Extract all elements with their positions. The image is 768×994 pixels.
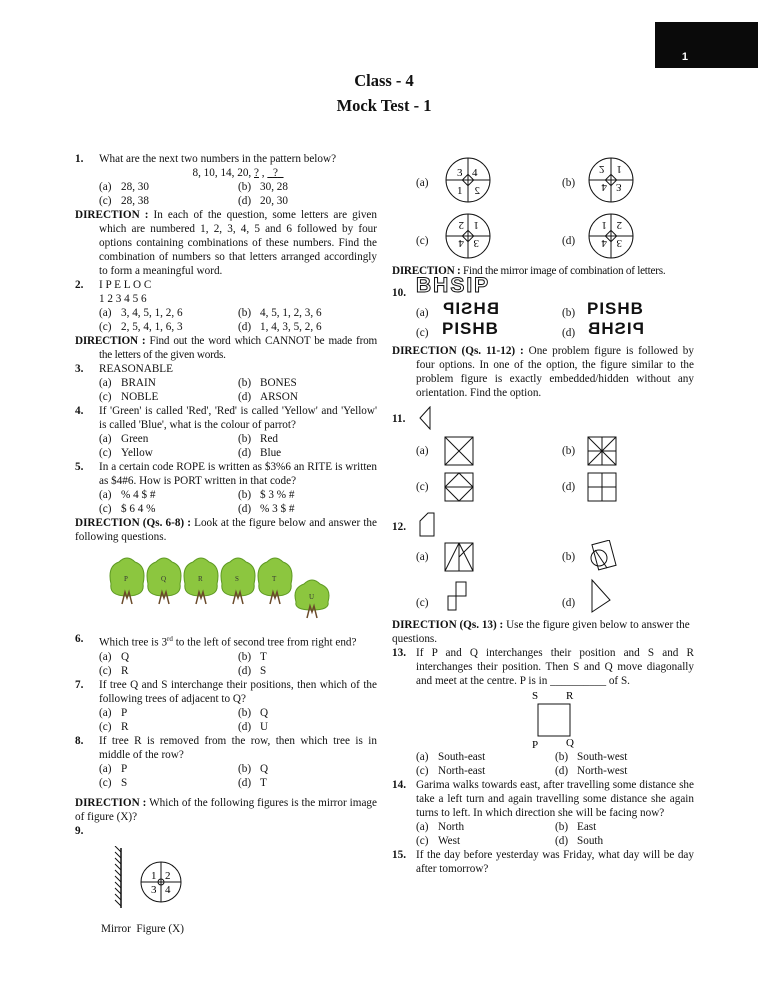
pattern: 8, 10, 14, 20, ? , ? <box>192 167 278 179</box>
question-text: Which tree is 3rd to the left of second tree from right end? <box>99 635 357 649</box>
question-number: 3. <box>75 363 84 375</box>
tree-label: P <box>124 575 128 583</box>
options <box>75 762 377 790</box>
question-number: 7. <box>75 678 84 691</box>
option-a[interactable]: BHSIP <box>442 299 499 318</box>
option-c[interactable]: (c) 28, 38 <box>99 195 149 207</box>
option-d[interactable]: (d) <box>562 235 576 247</box>
options <box>75 488 377 516</box>
svg-text:2: 2 <box>599 163 605 175</box>
question-9 <box>75 824 377 936</box>
option-a[interactable]: (a) BRAIN <box>99 377 156 389</box>
question-1 <box>75 152 377 208</box>
option-c[interactable]: (c) Yellow <box>99 447 153 459</box>
figure-caption: Mirror Figure (X) <box>101 922 184 935</box>
option-c[interactable]: (c) West <box>416 835 461 847</box>
option-a[interactable] <box>444 436 474 466</box>
tree-label: S <box>235 575 239 583</box>
numbers: 1 2 3 4 5 6 <box>99 293 147 305</box>
tree-label: R <box>198 575 203 583</box>
option-b[interactable] <box>587 540 617 574</box>
svg-text:4: 4 <box>601 237 607 249</box>
svg-text:2: 2 <box>458 219 464 231</box>
svg-text:1: 1 <box>473 219 479 231</box>
option-b[interactable]: (b) $ 3 % # <box>238 489 295 501</box>
trees-figure <box>75 556 377 624</box>
digit: 1 <box>151 869 157 882</box>
problem-word: BHSIP <box>416 274 491 297</box>
digit: 3 <box>151 883 157 896</box>
digit: 4 <box>165 883 171 896</box>
figure-x-circle <box>141 862 181 902</box>
svg-text:Q: Q <box>566 737 574 749</box>
question-3 <box>75 362 377 404</box>
question-13 <box>392 646 694 778</box>
svg-text:1: 1 <box>616 163 622 175</box>
option-c[interactable]: (c) S <box>99 776 128 789</box>
option-c-label: (c) <box>416 597 429 609</box>
option-b-label: (b) <box>562 445 576 457</box>
option-d-label: (d) <box>562 597 576 609</box>
pattern-text: 8, 10, 14, 20, <box>192 167 254 179</box>
digit: 2 <box>165 869 171 882</box>
question-15 <box>392 848 694 876</box>
option-c[interactable] <box>444 472 474 502</box>
figure-x <box>109 846 249 924</box>
option-c-figure[interactable] <box>444 212 494 262</box>
question-number: 2. <box>75 279 84 291</box>
option-b[interactable]: (b) Q <box>238 762 269 775</box>
option-d-figure[interactable] <box>587 212 637 262</box>
option-c[interactable]: (c) North-east <box>416 765 486 777</box>
question-text: In a certain code ROPE is written as $3%6 an RITE is written as $4#6. How is PORT written in that code? <box>99 461 377 487</box>
option-b[interactable]: (b) BONES <box>238 377 297 389</box>
svg-text:4: 4 <box>458 237 464 249</box>
question-9-options <box>392 156 694 260</box>
option-d[interactable]: (d) Blue <box>238 447 282 459</box>
question-text: Garima walks towards east, after travelling some distance she take a left turn and again travelling some distance she again turns to left. In which direction she will be facing now? <box>416 779 694 819</box>
direction-block: DIRECTION (Qs. 13) : Use the figure given below to answer the questions. <box>392 619 690 645</box>
options <box>392 820 694 848</box>
option-a[interactable]: (a) Green <box>99 433 149 445</box>
question-text: If the day before yesterday was Friday, what day will be day after tomorrow? <box>416 849 694 875</box>
blank: ? <box>272 167 278 179</box>
options <box>75 650 377 678</box>
question-5 <box>75 460 377 516</box>
option-a[interactable]: (a) 28, 30 <box>99 181 149 193</box>
question-text: If P and Q interchanges their position and S and R interchanges their position. Then S and Q move diagonally and meet at the centre. P is in __________ of S. <box>416 647 694 687</box>
tree-label: U <box>309 593 315 601</box>
direction-block: DIRECTION : Find the mirror image of combination of letters. <box>392 265 666 277</box>
page-subtitle: Mock Test - 1 <box>336 96 432 115</box>
option-c[interactable]: PISHB <box>442 319 499 338</box>
svg-text:3: 3 <box>616 237 622 249</box>
options <box>75 706 377 734</box>
question-number: 5. <box>75 461 84 473</box>
option-b-figure[interactable] <box>587 156 637 206</box>
option-d[interactable]: (d) North-west <box>555 765 628 777</box>
page-title: Class - 4 <box>354 71 414 90</box>
option-a[interactable]: (a) South-east <box>416 751 486 763</box>
option-d[interactable] <box>590 578 614 614</box>
option-a[interactable]: (a) 3, 4, 5, 1, 2, 6 <box>99 307 183 319</box>
option-c[interactable]: (c) $ 6 4 % <box>99 503 156 515</box>
question-number: 12. <box>392 521 406 533</box>
direction-block: DIRECTION (Qs. 11-12) : One problem figure is followed by four options. In one of the option, the figure similar to the problem figure is exactly embedded/hidden without any orientation. Find the option. <box>392 345 694 399</box>
svg-text:3: 3 <box>616 181 622 193</box>
svg-text:2: 2 <box>474 185 480 197</box>
option-a[interactable]: (a) P <box>99 706 128 719</box>
question-7 <box>75 678 377 734</box>
option-c[interactable]: (c) R <box>99 720 129 733</box>
tree-r <box>184 558 218 604</box>
question-number: 6. <box>75 633 84 645</box>
option-a[interactable]: (a) <box>416 177 429 189</box>
option-b[interactable]: (b) East <box>555 821 597 833</box>
question-14 <box>392 778 694 848</box>
svg-text:1: 1 <box>601 219 607 231</box>
option-a[interactable]: (a) P <box>99 762 128 775</box>
svg-text:4: 4 <box>472 167 478 179</box>
question-number: 9. <box>75 824 84 837</box>
question-text: If tree Q and S interchange their positions, then which of the following trees of adjacent to Q? <box>99 678 377 705</box>
question-11 <box>392 406 694 502</box>
option-a[interactable]: (a) North <box>416 821 465 833</box>
tree-label: T <box>272 575 277 583</box>
options <box>75 432 377 460</box>
svg-text:P: P <box>532 739 539 750</box>
right-column <box>392 156 694 876</box>
option-b[interactable]: PISHB <box>587 299 644 318</box>
question-2 <box>75 278 377 334</box>
question-10 <box>392 274 694 344</box>
question-number: 11. <box>392 413 406 425</box>
question-number: 4. <box>75 405 84 417</box>
svg-text:R: R <box>566 690 574 702</box>
option-d[interactable]: (d) % 3 $ # <box>238 503 295 515</box>
option-a-label: (a) <box>416 445 429 457</box>
option-d[interactable]: (d) South <box>555 835 604 847</box>
left-column <box>75 152 377 936</box>
page-number-badge <box>655 22 758 68</box>
svg-text:3: 3 <box>457 167 463 179</box>
option-d[interactable]: (d) 20, 30 <box>238 195 288 207</box>
option-c[interactable] <box>446 580 470 612</box>
tree-u <box>295 580 329 618</box>
question-number: 14. <box>392 779 406 791</box>
svg-text:4: 4 <box>601 181 607 193</box>
problem-figure <box>418 512 436 538</box>
option-a[interactable]: (a) % 4 $ # <box>99 489 156 501</box>
option-d-label: (d) <box>562 327 576 339</box>
page-number: 1 <box>681 51 688 63</box>
svg-text:S: S <box>532 690 539 702</box>
direction-block: DIRECTION : In each of the question, some letters are given which are numbered 1, 2, 3, 4, 5 and 6 followed by four options containing combinations of these numbers. Find the combination of numbers so that letters arranged accordingly to form a meaningful word. <box>75 209 377 277</box>
option-b[interactable]: (b) <box>562 177 576 189</box>
question-4 <box>75 404 377 460</box>
question-text: If tree R is removed from the row, then which tree is in middle of the row? <box>99 734 377 761</box>
option-c[interactable]: (c) R <box>99 664 129 677</box>
option-d[interactable] <box>587 472 617 502</box>
svg-text:1: 1 <box>457 185 463 197</box>
svg-text:2: 2 <box>616 219 622 231</box>
option-a[interactable] <box>444 542 474 572</box>
problem-figure <box>418 406 434 430</box>
option-c[interactable]: (c) 2, 5, 4, 1, 6, 3 <box>99 321 183 333</box>
option-d[interactable]: (d) U <box>238 720 269 733</box>
option-b-label: (b) <box>562 307 576 319</box>
question-text: What are the next two numbers in the pattern below? <box>99 153 337 165</box>
question-text: REASONABLE <box>99 363 173 375</box>
option-d[interactable]: (d) 1, 4, 3, 5, 2, 6 <box>238 321 322 333</box>
options <box>75 180 377 208</box>
option-b[interactable]: (b) 30, 28 <box>238 181 288 193</box>
tree-label: Q <box>161 575 167 583</box>
tree-p <box>110 558 144 604</box>
option-a[interactable]: (a) Q <box>99 650 130 663</box>
blank: ? <box>254 167 259 179</box>
option-a-label: (a) <box>416 551 429 563</box>
direction-block: DIRECTION (Qs. 6-8) : Look at the figure below and answer the following questions. <box>75 517 377 543</box>
question-number: 1. <box>75 153 84 165</box>
option-b[interactable]: (b) South-west <box>555 751 628 763</box>
question-8 <box>75 734 377 790</box>
option-b[interactable]: (b) Red <box>238 433 279 445</box>
question-number: 8. <box>75 734 84 747</box>
question-number: 13. <box>392 647 406 659</box>
option-c[interactable]: (c) <box>416 235 429 247</box>
option-d[interactable]: (d) T <box>238 776 267 789</box>
options <box>75 376 377 404</box>
direction-block: DIRECTION : Find out the word which CANNOT be made from the letters of the given words. <box>75 335 377 361</box>
question-number: 15. <box>392 849 406 861</box>
option-d-label: (d) <box>562 481 576 493</box>
letters: I P E L O C <box>99 279 152 291</box>
option-b-label: (b) <box>562 551 576 563</box>
option-d[interactable]: (d) S <box>238 664 267 677</box>
option-b[interactable]: (b) T <box>238 650 267 663</box>
question-6 <box>75 632 377 678</box>
option-b[interactable]: (b) Q <box>238 706 269 719</box>
question-12 <box>392 512 694 612</box>
svg-text:3: 3 <box>473 237 479 249</box>
options <box>75 306 377 334</box>
options <box>392 750 694 778</box>
tree-q <box>147 558 181 604</box>
tree-t <box>258 558 292 604</box>
option-a-label: (a) <box>416 307 429 319</box>
option-b[interactable]: (b) 4, 5, 1, 2, 3, 6 <box>238 307 322 319</box>
tree-s <box>221 558 255 604</box>
direction-square-figure <box>528 688 618 750</box>
direction-block: DIRECTION : Which of the following figures is the mirror image of figure (X)? <box>75 796 377 823</box>
option-c-label: (c) <box>416 327 429 339</box>
option-b[interactable] <box>587 436 617 466</box>
question-text: If 'Green' is called 'Red', 'Red' is called 'Yellow' and 'Yellow' is called 'Blue', what is the colour of parrot? <box>99 405 377 431</box>
option-a-figure[interactable] <box>444 156 494 206</box>
option-c-label: (c) <box>416 481 429 493</box>
option-d[interactable]: PISHB <box>587 319 644 338</box>
option-d[interactable]: (d) ARSON <box>238 391 298 403</box>
option-c[interactable]: (c) NOBLE <box>99 391 159 403</box>
question-number: 10. <box>392 287 406 299</box>
